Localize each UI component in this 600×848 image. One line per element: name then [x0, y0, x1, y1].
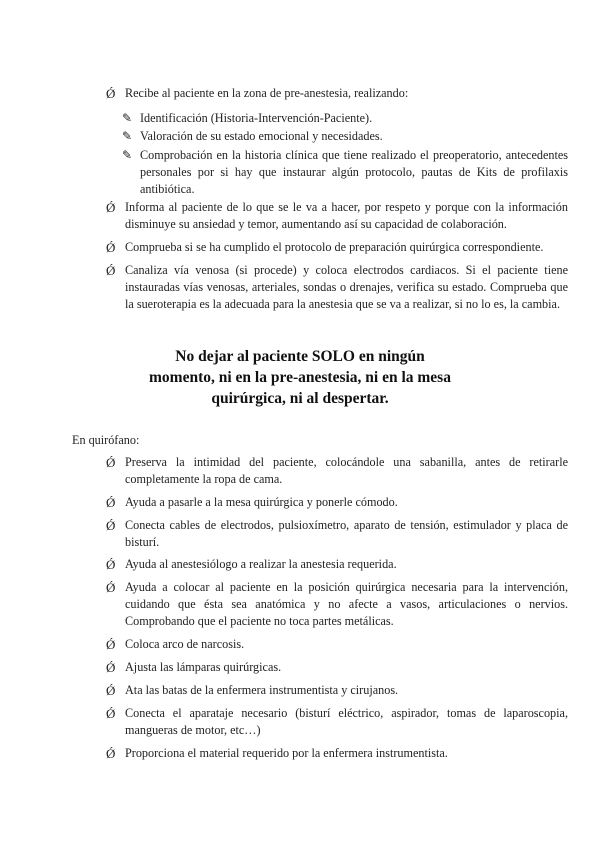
check-circle-icon: Ǿ	[106, 495, 116, 510]
list-item	[106, 636, 568, 653]
list-item-text: Conecta el aparataje necesario (bisturí eléctrico, aspirador, tomas de laparoscopia, mangueras de motor, etc…)	[125, 706, 568, 737]
list-item	[106, 556, 568, 573]
list-item	[106, 705, 568, 739]
list-item-text: Informa al paciente de lo que se le va a hacer, por respeto y porque con la información disminuye su ansiedad y temor, aumentando así su capacidad de colaboración.	[125, 200, 568, 231]
notice-line: quirúrgica, ni al despertar.	[211, 390, 389, 407]
list-item	[106, 454, 568, 488]
list-item	[106, 199, 568, 233]
pencil-icon: ✎	[122, 111, 133, 125]
check-circle-icon: Ǿ	[106, 263, 116, 278]
list-item-text: Ata las batas de la enfermera instrumentista y cirujanos.	[125, 683, 399, 697]
check-circle-icon: Ǿ	[106, 637, 116, 652]
check-circle-icon: Ǿ	[106, 455, 116, 470]
list-item	[106, 579, 568, 630]
list-item-text: Preserva la intimidad del paciente, colocándole una sabanilla, antes de retirarle completamente la ropa de cama.	[125, 455, 568, 486]
check-circle-icon: Ǿ	[106, 240, 116, 255]
list-item-text: Ajusta las lámparas quirúrgicas.	[125, 660, 282, 674]
notice-line: No dejar al paciente SOLO en ningún	[175, 348, 425, 365]
list-item	[106, 85, 568, 102]
list-item	[106, 659, 568, 676]
list-item	[106, 494, 568, 511]
sub-list-item	[122, 147, 568, 198]
sub-list-item	[122, 110, 568, 127]
pencil-icon: ✎	[122, 148, 133, 162]
notice-line: momento, ni en la pre-anestesia, ni en la mesa	[149, 369, 451, 386]
list-item	[106, 682, 568, 699]
check-circle-icon: Ǿ	[106, 557, 116, 572]
check-circle-icon: Ǿ	[106, 746, 116, 761]
list-item-text: Proporciona el material requerido por la enfermera instrumentista.	[125, 746, 448, 760]
sub-list-item-text: Comprobación en la historia clínica que tiene realizado el preoperatorio, antecedentes personales por si hay que instaurar algún protocolo, pautas de Kits de profilaxis antibiótica.	[140, 148, 568, 196]
warning-notice	[0, 346, 600, 409]
check-circle-icon: Ǿ	[106, 683, 116, 698]
list-item	[106, 745, 568, 762]
list-item-text: Ayuda a pasarle a la mesa quirúrgica y ponerle cómodo.	[125, 495, 398, 509]
check-circle-icon: Ǿ	[106, 86, 116, 101]
list-item	[106, 262, 568, 313]
check-circle-icon: Ǿ	[106, 200, 116, 215]
check-circle-icon: Ǿ	[106, 518, 116, 533]
check-circle-icon: Ǿ	[106, 660, 116, 675]
list-item-text: Comprueba si se ha cumplido el protocolo de preparación quirúrgica correspondiente.	[125, 240, 544, 254]
check-circle-icon: Ǿ	[106, 706, 116, 721]
sub-list-item-text: Identificación (Historia-Intervención-Paciente).	[140, 111, 373, 125]
check-circle-icon: Ǿ	[106, 580, 116, 595]
pencil-icon: ✎	[122, 129, 133, 143]
list-item-text: Ayuda a colocar al paciente en la posición quirúrgica necesaria para la intervención, cuidando que ésta sea anatómica y no afecte a vasos, articulaciones o nervios. Comprobando que el paciente no toca partes metálicas.	[125, 580, 568, 628]
list-item-text: Coloca arco de narcosis.	[125, 637, 245, 651]
sub-list-item	[122, 128, 568, 145]
sub-list-item-text: Valoración de su estado emocional y necesidades.	[140, 129, 383, 143]
list-item	[106, 517, 568, 551]
list-item	[106, 239, 568, 256]
list-item-text: Canaliza vía venosa (si procede) y coloca electrodos cardiacos. Si el paciente tiene instauradas vías venosas, arteriales, sondas o drenajes, verifica su estado. Comprueba que la sueroterapia es la adecuada para la anestesia que se va a realizar, si no lo es, la cambia.	[125, 263, 568, 311]
list-item-text: Ayuda al anestesiólogo a realizar la anestesia requerida.	[125, 557, 397, 571]
section-label: En quirófano:	[72, 433, 140, 447]
list-item-text: Conecta cables de electrodos, pulsioxímetro, aparato de tensión, estimulador y placa de bisturí.	[125, 518, 568, 549]
list-item-text: Recibe al paciente en la zona de pre-anestesia, realizando:	[125, 86, 409, 100]
